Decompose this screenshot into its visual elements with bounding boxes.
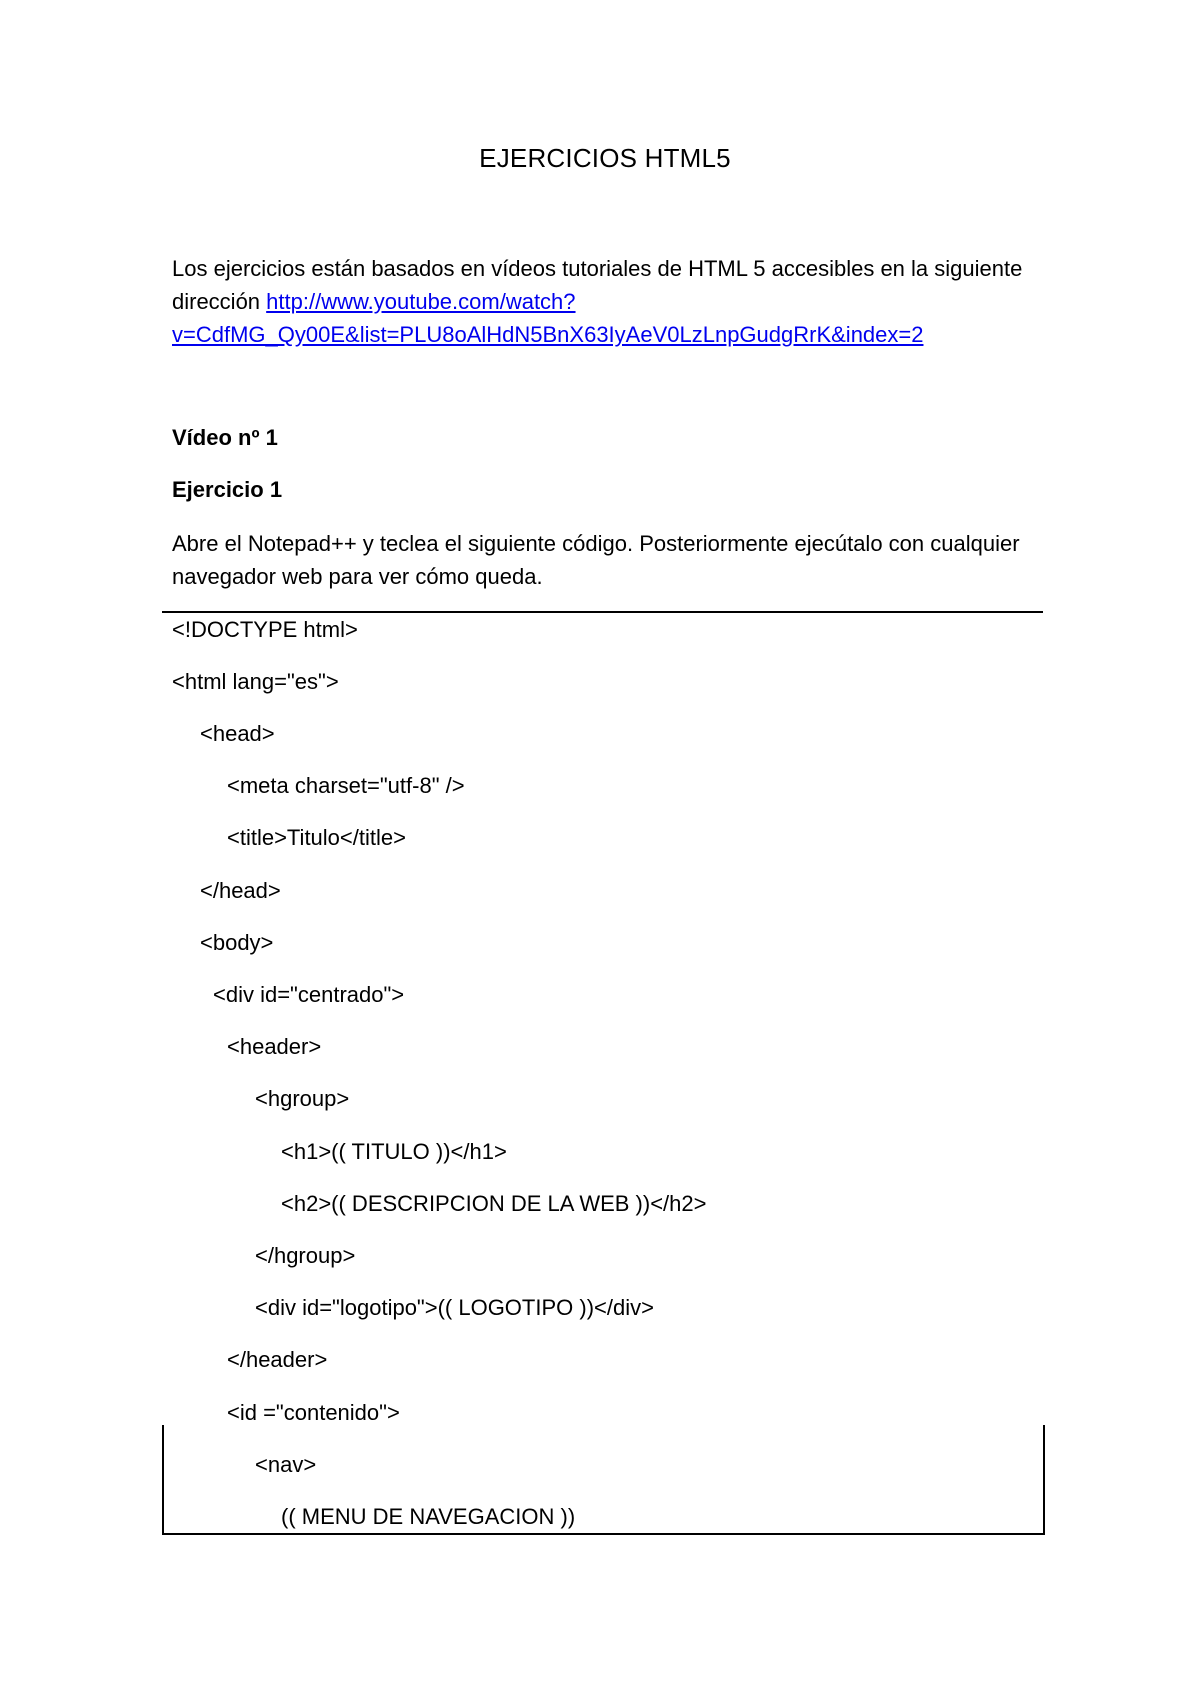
exercise-heading: Ejercicio 1 (172, 477, 283, 502)
code-line: </hgroup> (255, 1243, 356, 1268)
code-line: <header> (227, 1034, 322, 1059)
code-line: <html lang="es"> (172, 669, 339, 694)
code-line: </header> (227, 1347, 328, 1372)
code-box-bottom-frame (162, 1425, 1045, 1535)
code-line: <body> (200, 930, 274, 955)
code-line: (( MENU DE NAVEGACION )) (281, 1504, 576, 1529)
code-line: </head> (200, 878, 281, 903)
code-box-top-border (162, 611, 1043, 613)
code-line: <meta charset="utf-8" /> (227, 773, 465, 798)
youtube-link-part-2[interactable]: v=CdfMG_Qy00E&list=PLU8oAlHdN5BnX63IyAeV0LzLnpGudgRrK&index=2 (172, 322, 924, 347)
code-line: <hgroup> (255, 1086, 350, 1111)
code-line: <head> (200, 721, 275, 746)
instructions-paragraph: Abre el Notepad++ y teclea el siguiente código. Posteriormente ejecútalo con cualquier navegador web para ver cómo queda. (172, 531, 1020, 589)
code-line: <nav> (255, 1452, 317, 1477)
code-line: <title>Titulo</title> (227, 825, 406, 850)
code-line: <!DOCTYPE html> (172, 617, 358, 642)
intro-text: Los ejercicios están basados en vídeos tutoriales de HTML 5 accesibles en la siguiente dirección (172, 256, 1023, 314)
intro-paragraph (172, 252, 1052, 351)
video-heading: Vídeo nº 1 (172, 425, 278, 450)
code-line: <div id="logotipo">(( LOGOTIPO ))</div> (255, 1295, 654, 1320)
code-line: <id ="contenido"> (227, 1400, 400, 1425)
youtube-link-part-1[interactable]: http://www.youtube.com/watch? (266, 289, 576, 314)
code-line: <h1>(( TITULO ))</h1> (281, 1139, 507, 1164)
code-line: <h2>(( DESCRIPCION DE LA WEB ))</h2> (281, 1191, 707, 1216)
code-line: <div id="centrado"> (213, 982, 405, 1007)
document-title: EJERCICIOS HTML5 (479, 143, 731, 173)
